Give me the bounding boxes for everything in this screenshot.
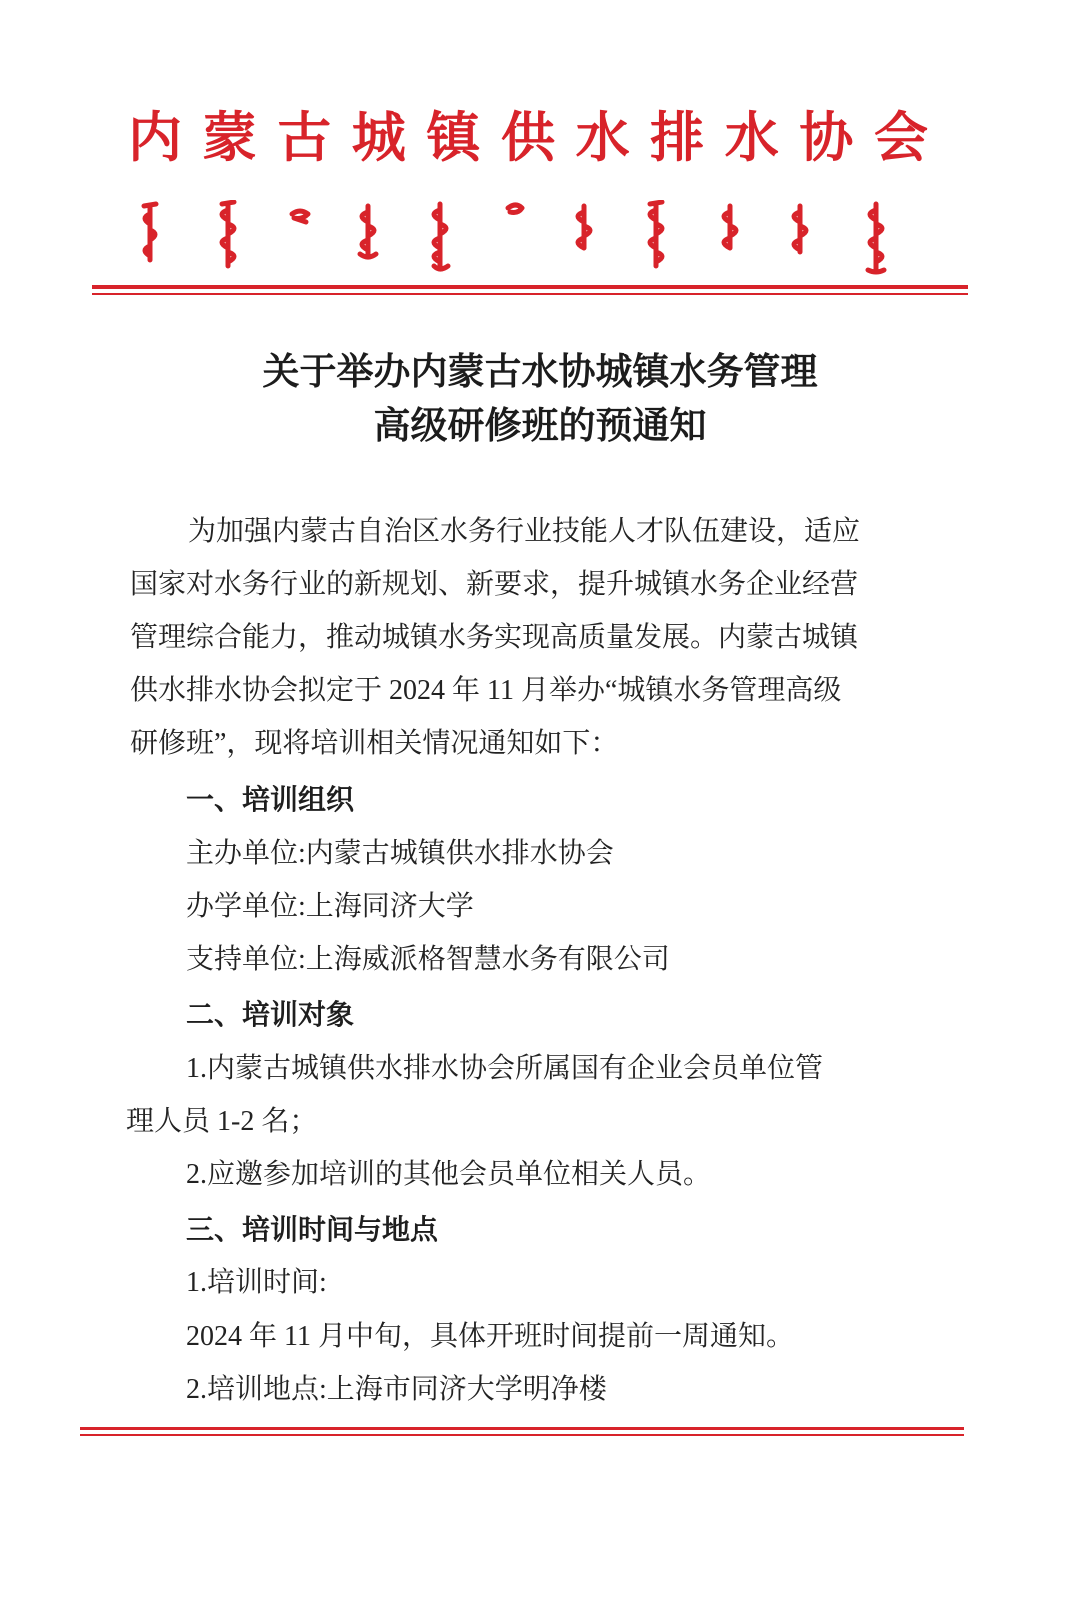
header-rule-top — [92, 285, 968, 289]
section-heading-participants: 二、培训对象 — [186, 998, 355, 1031]
training-time-label: 1.培训时间: — [186, 1267, 327, 1298]
header-rule-bottom — [92, 293, 968, 295]
org-name-char: 内 — [128, 105, 182, 169]
participant-item: 1.内蒙古城镇供水排水协会所属国有企业会员单位管 — [186, 1053, 824, 1084]
organizer-item: 支持单位:上海威派格智慧水务有限公司 — [186, 944, 670, 975]
intro-line: 管理综合能力，推动城镇水务实现高质量发展。内蒙古城镇 — [130, 622, 859, 653]
section-heading-time-place: 三、培训时间与地点 — [186, 1213, 439, 1246]
org-name-char: 协 — [799, 105, 854, 169]
intro-line: 供水排水协会拟定于 2024 年 11 月举办“城镇水务管理高级 — [130, 675, 842, 706]
letterhead-mongolian-name — [128, 200, 928, 276]
org-name-char: 会 — [873, 105, 928, 169]
organizer-item: 办学单位:上海同济大学 — [186, 891, 474, 922]
org-name-char: 排 — [650, 105, 705, 169]
footer-rule-bottom — [80, 1434, 964, 1436]
training-place: 2.培训地点:上海市同济大学明净楼 — [186, 1374, 607, 1405]
org-name-char: 供 — [500, 105, 555, 169]
footer-rule-top — [80, 1427, 964, 1430]
org-name-char: 古 — [277, 105, 332, 169]
org-name-char: 水 — [575, 105, 630, 169]
intro-line: 国家对水务行业的新规划、新要求，提升城镇水务企业经营 — [130, 569, 859, 600]
intro-line: 为加强内蒙古自治区水务行业技能人才队伍建设，适应 — [188, 516, 861, 547]
participant-item-continuation: 理人员 1-2 名； — [126, 1106, 318, 1137]
intro-line: 研修班”，现将培训相关情况通知如下： — [130, 728, 619, 759]
document-title-line1: 关于举办内蒙古水协城镇水务管理 — [262, 349, 818, 393]
org-name-char: 镇 — [426, 105, 481, 169]
org-name-char: 水 — [724, 105, 779, 169]
participant-item: 2.应邀参加培训的其他会员单位相关人员。 — [186, 1159, 712, 1190]
organizer-item: 主办单位:内蒙古城镇供水排水协会 — [186, 838, 614, 869]
org-name-char: 城 — [351, 105, 406, 169]
document-title-line2: 高级研修班的预通知 — [373, 403, 707, 447]
training-time-value: 2024 年 11 月中旬，具体开班时间提前一周通知。 — [186, 1321, 794, 1352]
section-heading-organization: 一、培训组织 — [186, 783, 355, 816]
org-name-char: 蒙 — [202, 105, 257, 169]
letterhead-org-name — [128, 103, 928, 171]
